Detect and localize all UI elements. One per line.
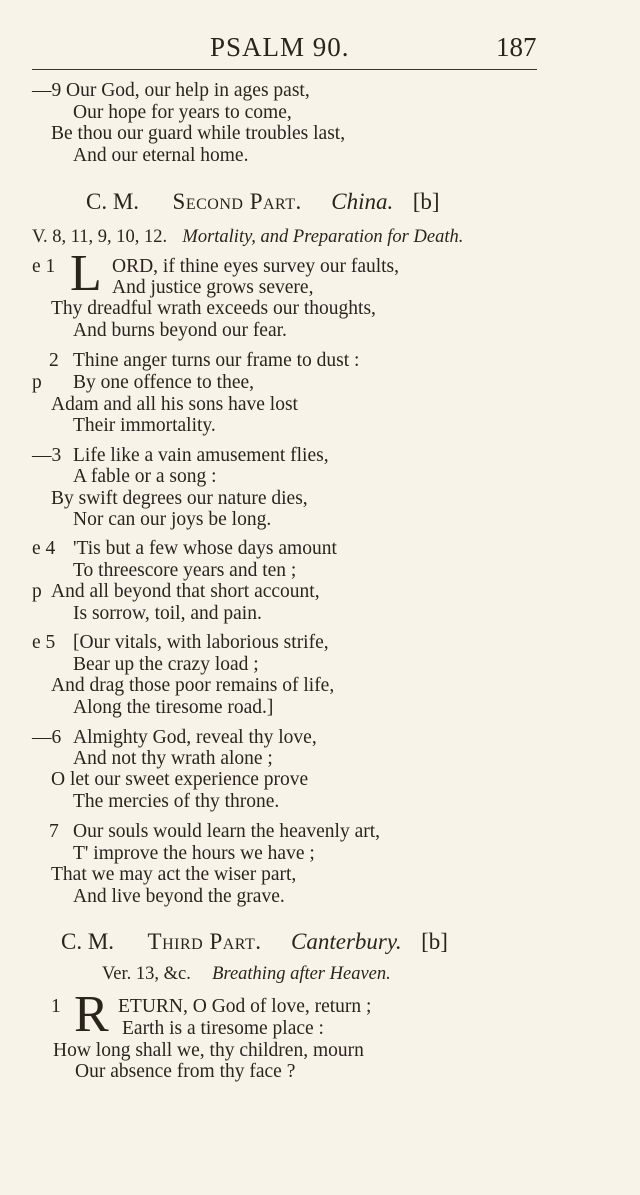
running-header-title: PSALM 90. <box>210 32 350 62</box>
verse-reference: Ver. 13, &c. <box>102 964 191 984</box>
verse-marker: 1 <box>51 996 61 1017</box>
verse-marker: 2 <box>49 350 59 371</box>
verse-line: And all beyond that short account, <box>51 581 320 602</box>
verse-line: By swift degrees our nature dies, <box>51 488 308 509</box>
verse-line: The mercies of thy throne. <box>73 791 280 812</box>
verse-line: Bear up the crazy load ; <box>73 654 259 675</box>
verse-line: Adam and all his sons have lost <box>51 394 298 415</box>
header-rule <box>32 69 537 70</box>
verse-line: Thine anger turns our frame to dust : <box>73 350 360 371</box>
verse-line: Our souls would learn the heavenly art, <box>73 821 381 842</box>
part-label: Third Part. <box>147 929 262 954</box>
verse-line: ETURN, O God of love, return ; <box>118 996 372 1017</box>
verse-line: That we may act the wiser part, <box>51 864 297 885</box>
part-label: Second Part. <box>172 189 302 214</box>
meter-label: C. M. <box>86 189 140 214</box>
verse-line: A fable or a song : <box>73 466 217 487</box>
verse-line: Our hope for years to come, <box>73 102 292 123</box>
verse-line: By one offence to thee, <box>73 372 255 393</box>
page-number: 187 <box>496 32 537 62</box>
verse-line: 'Tis but a few whose days amount <box>73 538 337 559</box>
drop-cap: L <box>70 245 102 302</box>
verse-line: And our eternal home. <box>73 145 249 166</box>
verse-line: And live beyond the grave. <box>73 886 285 907</box>
verse-line: T' improve the hours we have ; <box>73 843 315 864</box>
section-theme: Mortality, and Preparation for Death. <box>182 227 464 247</box>
verse-line: Earth is a tiresome place : <box>122 1018 324 1039</box>
verse-line: Their immortality. <box>73 415 216 436</box>
tune-name: China. <box>331 189 394 214</box>
section-heading <box>61 929 448 955</box>
tune-name: Canterbury. <box>291 929 402 954</box>
verse-line: And burns beyond our fear. <box>73 320 287 341</box>
verse-line: And drag those poor remains of life, <box>51 675 335 696</box>
section-theme: Breathing after Heaven. <box>212 964 391 984</box>
verse-line: Life like a vain amusement flies, <box>73 445 329 466</box>
verse-marker: e 5 <box>32 632 56 653</box>
verse-line: To threescore years and ten ; <box>73 560 297 581</box>
verse-line: O let our sweet experience prove <box>51 769 309 790</box>
tune-mark: [b] <box>412 189 440 214</box>
verse-line: And justice grows severe, <box>112 277 314 298</box>
verse-line: ORD, if thine eyes survey our faults, <box>112 256 400 277</box>
verse-line: Our absence from thy face ? <box>75 1061 296 1082</box>
verse-line: Thy dreadful wrath exceeds our thoughts, <box>51 298 376 319</box>
meter-label: C. M. <box>61 929 115 954</box>
verse-marker: e 1 <box>32 256 56 277</box>
verse-marker: 7 <box>49 821 59 842</box>
dynamic-marker: p <box>32 372 42 393</box>
verse-line: And not thy wrath alone ; <box>73 748 273 769</box>
drop-cap: R <box>74 986 109 1043</box>
verse-reference: V. 8, 11, 9, 10, 12. <box>32 227 168 247</box>
verse-marker: e 4 <box>32 538 56 559</box>
tune-mark: [b] <box>421 929 448 954</box>
verse-marker: —9 <box>32 80 62 101</box>
section-heading <box>86 189 440 215</box>
verse-line: Our God, our help in ages past, <box>66 80 310 101</box>
verse-marker: —6 <box>32 727 62 748</box>
verse-marker: —3 <box>32 445 62 466</box>
verse-line: Nor can our joys be long. <box>73 509 272 530</box>
dynamic-marker: p <box>32 581 42 602</box>
section-subheading <box>102 963 391 985</box>
verse-line: How long shall we, thy children, mourn <box>53 1040 364 1061</box>
verse-line: Almighty God, reveal thy love, <box>73 727 317 748</box>
verse-line: [Our vitals, with laborious strife, <box>73 632 329 653</box>
verse-line: Is sorrow, toil, and pain. <box>73 603 262 624</box>
verse-line: Be thou our guard while troubles last, <box>51 123 346 144</box>
verse-line: Along the tiresome road.] <box>73 697 274 718</box>
